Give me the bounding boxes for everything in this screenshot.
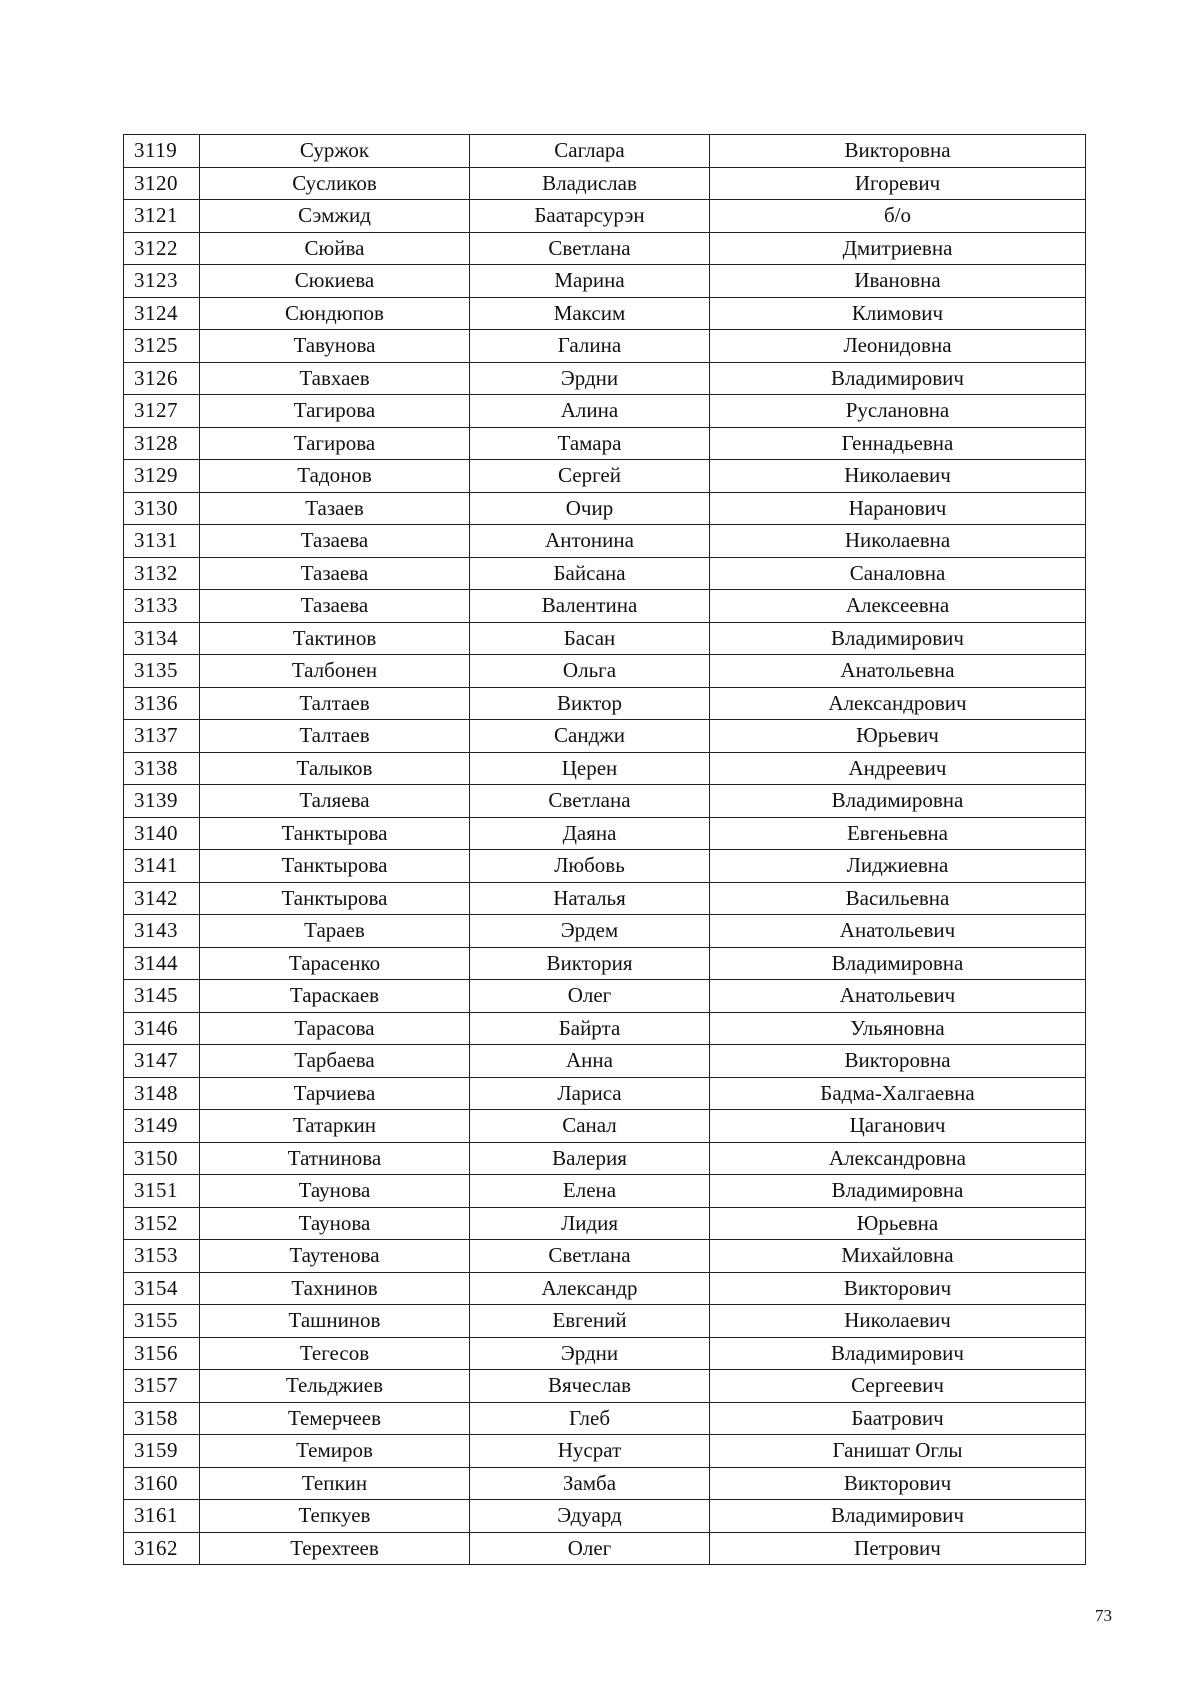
last-name-cell: Тельджиев bbox=[200, 1370, 470, 1403]
row-number-cell: 3140 bbox=[124, 817, 200, 850]
patronymic-cell: Бадма-Халгаевна bbox=[710, 1077, 1086, 1110]
last-name-cell: Тарасова bbox=[200, 1012, 470, 1045]
patronymic-cell: Сергеевич bbox=[710, 1370, 1086, 1403]
row-number-cell: 3123 bbox=[124, 265, 200, 298]
patronymic-cell: Викторовна bbox=[710, 135, 1086, 168]
first-name-cell: Владислав bbox=[470, 167, 710, 200]
table-row bbox=[124, 1467, 1086, 1500]
last-name-cell: Талтаев bbox=[200, 720, 470, 753]
patronymic-cell: Петрович bbox=[710, 1532, 1086, 1565]
row-number-cell: 3142 bbox=[124, 882, 200, 915]
patronymic-cell: Владимирович bbox=[710, 1500, 1086, 1533]
row-number-cell: 3138 bbox=[124, 752, 200, 785]
row-number-cell: 3152 bbox=[124, 1207, 200, 1240]
last-name-cell: Тазаева bbox=[200, 590, 470, 623]
first-name-cell: Байсана bbox=[470, 557, 710, 590]
last-name-cell: Сюндюпов bbox=[200, 297, 470, 330]
first-name-cell: Саглара bbox=[470, 135, 710, 168]
first-name-cell: Марина bbox=[470, 265, 710, 298]
last-name-cell: Тарчиева bbox=[200, 1077, 470, 1110]
patronymic-cell: Леонидовна bbox=[710, 330, 1086, 363]
row-number-cell: 3155 bbox=[124, 1305, 200, 1338]
last-name-cell: Тараскаев bbox=[200, 980, 470, 1013]
table-row bbox=[124, 1077, 1086, 1110]
row-number-cell: 3151 bbox=[124, 1175, 200, 1208]
first-name-cell: Галина bbox=[470, 330, 710, 363]
row-number-cell: 3139 bbox=[124, 785, 200, 818]
table-row bbox=[124, 915, 1086, 948]
table-row bbox=[124, 427, 1086, 460]
row-number-cell: 3128 bbox=[124, 427, 200, 460]
last-name-cell: Танктырова bbox=[200, 882, 470, 915]
table-row bbox=[124, 1272, 1086, 1305]
table-row bbox=[124, 525, 1086, 558]
table-row bbox=[124, 1142, 1086, 1175]
patronymic-cell: Николаевна bbox=[710, 525, 1086, 558]
last-name-cell: Тегесов bbox=[200, 1337, 470, 1370]
patronymic-cell: Владимировна bbox=[710, 1175, 1086, 1208]
last-name-cell: Тагирова bbox=[200, 395, 470, 428]
table-body bbox=[124, 135, 1086, 1565]
first-name-cell: Виктор bbox=[470, 687, 710, 720]
row-number-cell: 3136 bbox=[124, 687, 200, 720]
patronymic-cell: Геннадьевна bbox=[710, 427, 1086, 460]
table-row bbox=[124, 265, 1086, 298]
table-row bbox=[124, 720, 1086, 753]
first-name-cell: Сергей bbox=[470, 460, 710, 493]
last-name-cell: Таляева bbox=[200, 785, 470, 818]
row-number-cell: 3122 bbox=[124, 232, 200, 265]
patronymic-cell: Викторович bbox=[710, 1272, 1086, 1305]
patronymic-cell: Николаевич bbox=[710, 460, 1086, 493]
last-name-cell: Темерчеев bbox=[200, 1402, 470, 1435]
table-row bbox=[124, 687, 1086, 720]
row-number-cell: 3134 bbox=[124, 622, 200, 655]
row-number-cell: 3125 bbox=[124, 330, 200, 363]
row-number-cell: 3153 bbox=[124, 1240, 200, 1273]
first-name-cell: Александр bbox=[470, 1272, 710, 1305]
row-number-cell: 3148 bbox=[124, 1077, 200, 1110]
last-name-cell: Танктырова bbox=[200, 850, 470, 883]
table-row bbox=[124, 850, 1086, 883]
row-number-cell: 3120 bbox=[124, 167, 200, 200]
last-name-cell: Тазаева bbox=[200, 557, 470, 590]
patronymic-cell: Александровна bbox=[710, 1142, 1086, 1175]
row-number-cell: 3143 bbox=[124, 915, 200, 948]
first-name-cell: Церен bbox=[470, 752, 710, 785]
patronymic-cell: Евгеньевна bbox=[710, 817, 1086, 850]
first-name-cell: Нусрат bbox=[470, 1435, 710, 1468]
last-name-cell: Татнинова bbox=[200, 1142, 470, 1175]
last-name-cell: Суржок bbox=[200, 135, 470, 168]
patronymic-cell: Владимировна bbox=[710, 785, 1086, 818]
table-row bbox=[124, 785, 1086, 818]
patronymic-cell: Саналовна bbox=[710, 557, 1086, 590]
patronymic-cell: Анатольевна bbox=[710, 655, 1086, 688]
last-name-cell: Таутенова bbox=[200, 1240, 470, 1273]
table-row bbox=[124, 1435, 1086, 1468]
patronymic-cell: Лиджиевна bbox=[710, 850, 1086, 883]
table-row bbox=[124, 1012, 1086, 1045]
table-row bbox=[124, 232, 1086, 265]
patronymic-cell: Климович bbox=[710, 297, 1086, 330]
first-name-cell: Лариса bbox=[470, 1077, 710, 1110]
first-name-cell: Наталья bbox=[470, 882, 710, 915]
first-name-cell: Валентина bbox=[470, 590, 710, 623]
row-number-cell: 3131 bbox=[124, 525, 200, 558]
row-number-cell: 3126 bbox=[124, 362, 200, 395]
patronymic-cell: Владимирович bbox=[710, 1337, 1086, 1370]
first-name-cell: Алина bbox=[470, 395, 710, 428]
row-number-cell: 3141 bbox=[124, 850, 200, 883]
last-name-cell: Тадонов bbox=[200, 460, 470, 493]
row-number-cell: 3147 bbox=[124, 1045, 200, 1078]
first-name-cell: Глеб bbox=[470, 1402, 710, 1435]
row-number-cell: 3121 bbox=[124, 200, 200, 233]
patronymic-cell: Игоревич bbox=[710, 167, 1086, 200]
table-row bbox=[124, 1045, 1086, 1078]
last-name-cell: Тарбаева bbox=[200, 1045, 470, 1078]
first-name-cell: Очир bbox=[470, 492, 710, 525]
table-row bbox=[124, 330, 1086, 363]
table-row bbox=[124, 882, 1086, 915]
table-row bbox=[124, 1207, 1086, 1240]
patronymic-cell: Викторович bbox=[710, 1467, 1086, 1500]
row-number-cell: 3159 bbox=[124, 1435, 200, 1468]
first-name-cell: Светлана bbox=[470, 232, 710, 265]
patronymic-cell: Руслановна bbox=[710, 395, 1086, 428]
row-number-cell: 3129 bbox=[124, 460, 200, 493]
table-row bbox=[124, 1500, 1086, 1533]
first-name-cell: Эрдни bbox=[470, 1337, 710, 1370]
row-number-cell: 3124 bbox=[124, 297, 200, 330]
patronymic-cell: Владимировна bbox=[710, 947, 1086, 980]
first-name-cell: Лидия bbox=[470, 1207, 710, 1240]
table-row bbox=[124, 947, 1086, 980]
patronymic-cell: Ульяновна bbox=[710, 1012, 1086, 1045]
last-name-cell: Сюкиева bbox=[200, 265, 470, 298]
first-name-cell: Тамара bbox=[470, 427, 710, 460]
table-row bbox=[124, 1337, 1086, 1370]
patronymic-cell: Наранович bbox=[710, 492, 1086, 525]
last-name-cell: Тактинов bbox=[200, 622, 470, 655]
row-number-cell: 3127 bbox=[124, 395, 200, 428]
table-row bbox=[124, 1370, 1086, 1403]
first-name-cell: Евгений bbox=[470, 1305, 710, 1338]
first-name-cell: Елена bbox=[470, 1175, 710, 1208]
first-name-cell: Ольга bbox=[470, 655, 710, 688]
row-number-cell: 3133 bbox=[124, 590, 200, 623]
table-row bbox=[124, 752, 1086, 785]
first-name-cell: Максим bbox=[470, 297, 710, 330]
patronymic-cell: б/о bbox=[710, 200, 1086, 233]
table-row bbox=[124, 167, 1086, 200]
first-name-cell: Байрта bbox=[470, 1012, 710, 1045]
row-number-cell: 3158 bbox=[124, 1402, 200, 1435]
patronymic-cell: Владимирович bbox=[710, 622, 1086, 655]
first-name-cell: Антонина bbox=[470, 525, 710, 558]
patronymic-cell: Викторовна bbox=[710, 1045, 1086, 1078]
last-name-cell: Тавхаев bbox=[200, 362, 470, 395]
first-name-cell: Анна bbox=[470, 1045, 710, 1078]
first-name-cell: Замба bbox=[470, 1467, 710, 1500]
table-row bbox=[124, 1240, 1086, 1273]
page-number: 73 bbox=[1095, 1606, 1112, 1625]
last-name-cell: Талбонен bbox=[200, 655, 470, 688]
last-name-cell: Ташнинов bbox=[200, 1305, 470, 1338]
last-name-cell: Сюйва bbox=[200, 232, 470, 265]
last-name-cell: Темиров bbox=[200, 1435, 470, 1468]
table-row bbox=[124, 622, 1086, 655]
patronymic-cell: Михайловна bbox=[710, 1240, 1086, 1273]
last-name-cell: Татаркин bbox=[200, 1110, 470, 1143]
patronymic-cell: Алексеевна bbox=[710, 590, 1086, 623]
first-name-cell: Валерия bbox=[470, 1142, 710, 1175]
first-name-cell: Эрдни bbox=[470, 362, 710, 395]
row-number-cell: 3161 bbox=[124, 1500, 200, 1533]
first-name-cell: Эрдем bbox=[470, 915, 710, 948]
patronymic-cell: Васильевна bbox=[710, 882, 1086, 915]
first-name-cell: Санджи bbox=[470, 720, 710, 753]
table-row bbox=[124, 200, 1086, 233]
first-name-cell: Светлана bbox=[470, 1240, 710, 1273]
first-name-cell: Эдуард bbox=[470, 1500, 710, 1533]
table-row bbox=[124, 557, 1086, 590]
first-name-cell: Светлана bbox=[470, 785, 710, 818]
table-row bbox=[124, 362, 1086, 395]
patronymic-cell: Юрьевич bbox=[710, 720, 1086, 753]
table-row bbox=[124, 395, 1086, 428]
patronymic-cell: Юрьевна bbox=[710, 1207, 1086, 1240]
row-number-cell: 3157 bbox=[124, 1370, 200, 1403]
table-row bbox=[124, 1110, 1086, 1143]
row-number-cell: 3154 bbox=[124, 1272, 200, 1305]
patronymic-cell: Ганишат Оглы bbox=[710, 1435, 1086, 1468]
row-number-cell: 3130 bbox=[124, 492, 200, 525]
last-name-cell: Талтаев bbox=[200, 687, 470, 720]
table-row bbox=[124, 297, 1086, 330]
first-name-cell: Санал bbox=[470, 1110, 710, 1143]
last-name-cell: Тепкуев bbox=[200, 1500, 470, 1533]
patronymic-cell: Анатольевич bbox=[710, 915, 1086, 948]
last-name-cell: Сэмжид bbox=[200, 200, 470, 233]
last-name-cell: Тараев bbox=[200, 915, 470, 948]
row-number-cell: 3137 bbox=[124, 720, 200, 753]
last-name-cell: Тавунова bbox=[200, 330, 470, 363]
patronymic-cell: Андреевич bbox=[710, 752, 1086, 785]
patronymic-cell: Дмитриевна bbox=[710, 232, 1086, 265]
first-name-cell: Даяна bbox=[470, 817, 710, 850]
row-number-cell: 3132 bbox=[124, 557, 200, 590]
row-number-cell: 3156 bbox=[124, 1337, 200, 1370]
table-row bbox=[124, 1402, 1086, 1435]
last-name-cell: Тепкин bbox=[200, 1467, 470, 1500]
first-name-cell: Басан bbox=[470, 622, 710, 655]
last-name-cell: Таунова bbox=[200, 1175, 470, 1208]
last-name-cell: Тарасенко bbox=[200, 947, 470, 980]
patronymic-cell: Цаганович bbox=[710, 1110, 1086, 1143]
first-name-cell: Вячеслав bbox=[470, 1370, 710, 1403]
patronymic-cell: Владимирович bbox=[710, 362, 1086, 395]
first-name-cell: Баатарсурэн bbox=[470, 200, 710, 233]
first-name-cell: Олег bbox=[470, 1532, 710, 1565]
table-row bbox=[124, 1305, 1086, 1338]
table-row bbox=[124, 590, 1086, 623]
patronymic-cell: Анатольевич bbox=[710, 980, 1086, 1013]
patronymic-cell: Баатрович bbox=[710, 1402, 1086, 1435]
row-number-cell: 3162 bbox=[124, 1532, 200, 1565]
row-number-cell: 3160 bbox=[124, 1467, 200, 1500]
last-name-cell: Тахнинов bbox=[200, 1272, 470, 1305]
last-name-cell: Таунова bbox=[200, 1207, 470, 1240]
patronymic-cell: Николаевич bbox=[710, 1305, 1086, 1338]
first-name-cell: Олег bbox=[470, 980, 710, 1013]
row-number-cell: 3145 bbox=[124, 980, 200, 1013]
table-row bbox=[124, 135, 1086, 168]
table-row bbox=[124, 817, 1086, 850]
row-number-cell: 3135 bbox=[124, 655, 200, 688]
table-row bbox=[124, 1175, 1086, 1208]
last-name-cell: Терехтеев bbox=[200, 1532, 470, 1565]
patronymic-cell: Александрович bbox=[710, 687, 1086, 720]
row-number-cell: 3150 bbox=[124, 1142, 200, 1175]
row-number-cell: 3144 bbox=[124, 947, 200, 980]
last-name-cell: Сусликов bbox=[200, 167, 470, 200]
table-row bbox=[124, 655, 1086, 688]
last-name-cell: Танктырова bbox=[200, 817, 470, 850]
table-row bbox=[124, 460, 1086, 493]
table-row bbox=[124, 980, 1086, 1013]
row-number-cell: 3149 bbox=[124, 1110, 200, 1143]
last-name-cell: Тазаева bbox=[200, 525, 470, 558]
first-name-cell: Виктория bbox=[470, 947, 710, 980]
row-number-cell: 3146 bbox=[124, 1012, 200, 1045]
last-name-cell: Тазаев bbox=[200, 492, 470, 525]
first-name-cell: Любовь bbox=[470, 850, 710, 883]
names-table bbox=[123, 134, 1086, 1565]
last-name-cell: Тагирова bbox=[200, 427, 470, 460]
last-name-cell: Талыков bbox=[200, 752, 470, 785]
table-row bbox=[124, 1532, 1086, 1565]
row-number-cell: 3119 bbox=[124, 135, 200, 168]
patronymic-cell: Ивановна bbox=[710, 265, 1086, 298]
table-row bbox=[124, 492, 1086, 525]
